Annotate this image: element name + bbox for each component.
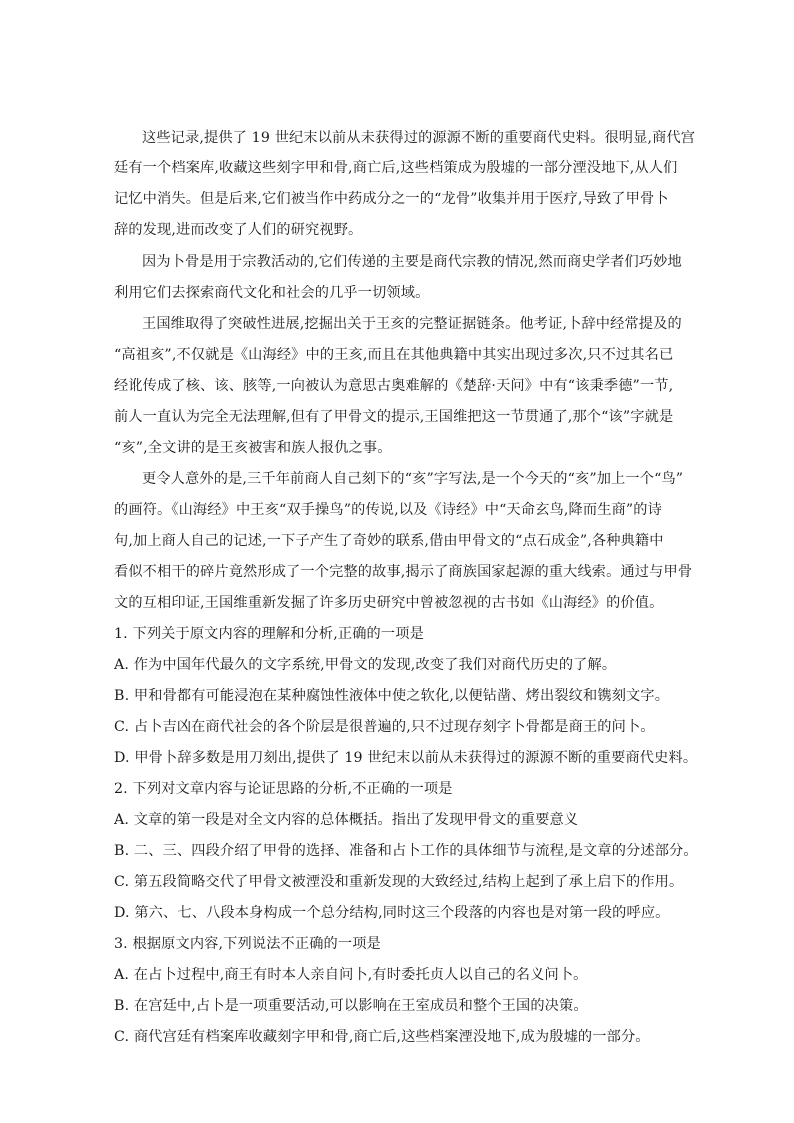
paragraph-3-line: “高祖亥”,不仅就是《山海经》中的王亥,而且在其他典籍中其实出现过多次,只不过其名已 xyxy=(114,347,674,363)
paragraph-1-line: 辞的发现,进而改变了人们的研究视野。 xyxy=(114,222,363,238)
paragraph-1-line: 廷有一个档案库,收藏这些刻字甲和骨,商亡后,这些档策成为殷墟的一部分湮没地下,从人们 xyxy=(114,160,678,176)
paragraph-3-line: 前人一直认为完全无法理解,但有了甲骨文的提示,王国维把这一节贯通了,那个“该”字就是 xyxy=(114,409,674,425)
paragraph-3-line: 王国维取得了突破性进展,挖掘出关于王亥的完整证据链条。他考证,卜辞中经常提及的 xyxy=(142,316,682,332)
paragraph-1-line: 记忆中消失。但是后来,它们被当作中药成分之一的“龙骨”收集并用于医疗,导致了甲骨卜 xyxy=(114,191,669,207)
paragraph-4-line: 的画符。《山海经》中王亥“双手操鸟”的传说,以及《诗经》中“天命玄鸟,降而生商”的诗 xyxy=(114,502,662,518)
question-2-stem: 2. 下列对文章内容与论证思路的分析,不正确的一项是 xyxy=(114,781,453,797)
paragraph-2-line: 利用它们去探索商代文化和社会的几乎一切领域。 xyxy=(114,285,430,301)
question-1-stem: 1. 下列关于原文内容的理解和分析,正确的一项是 xyxy=(114,626,424,642)
paragraph-3-line: 经讹传成了核、该、胲等,一向被认为意思古奥难解的《楚辞·天问》中有“该秉季德”一节, xyxy=(114,378,674,394)
question-3-option-c: C. 商代宫廷有档案库收藏刻字甲和骨,商亡后,这些档案湮没地下,成为殷墟的一部分。 xyxy=(114,1029,650,1045)
paragraph-4-line: 句,加上商人自己的记述,一下子产生了奇妙的联系,借由甲骨文的“点石成金”,各种典籍中 xyxy=(114,533,664,549)
paragraph-1-line: 这些记录,提供了 19 世纪末以前从未获得过的源源不断的重要商代史料。很明显,商代宫 xyxy=(142,130,696,146)
paragraph-3-line: “亥”,全文讲的是王亥被害和族人报仇之事。 xyxy=(114,440,392,456)
paragraph-2-line: 因为卜骨是用于宗教活动的,它们传递的主要是商代宗教的情况,然而商史学者们巧妙地 xyxy=(142,254,682,270)
question-3-option-b: B. 在宫廷中,占卜是一项重要活动,可以影响在王室成员和整个王国的决策。 xyxy=(114,998,588,1014)
question-1-option-a: A. 作为中国年代最久的文字系统,甲骨文的发现,改变了我们对商代历史的了解。 xyxy=(114,657,617,673)
question-1-option-d: D. 甲骨卜辞多数是用刀刻出,提供了 19 世纪末以前从未获得过的源源不断的重要商代史料。 xyxy=(114,750,698,766)
paragraph-4-line: 更令人意外的是,三千年前商人自己刻下的“亥”字写法,是一个今天的“亥”加上一个“鸟” xyxy=(142,471,684,487)
question-2-option-c: C. 第五段简略交代了甲骨文被湮没和重新发现的大致经过,结构上起到了承上启下的作用。 xyxy=(114,874,684,890)
question-2-option-a: A. 文章的第一段是对全文内容的总体概括。指出了发现甲骨文的重要意义 xyxy=(114,812,579,828)
question-2-option-b: B. 二、三、四段介绍了甲骨的选择、准备和占卜工作的具体细节与流程,是文章的分述部分。 xyxy=(114,843,698,859)
question-3-stem: 3. 根据原文内容,下列说法不正确的一项是 xyxy=(114,936,381,952)
question-1-option-c: C. 占卜吉凶在商代社会的各个阶层是很普遍的,只不过现存刻字卜骨都是商王的问卜。 xyxy=(114,719,655,735)
paragraph-4-line: 看似不相干的碎片竟然形成了一个完整的故事,揭示了商族国家起源的重大线索。通过与甲骨 xyxy=(114,564,693,580)
paragraph-4-line: 文的互相印证,王国维重新发掘了许多历史研究中曾被忽视的古书如《山海经》的价值。 xyxy=(114,595,664,611)
question-2-option-d: D. 第六、七、八段本身构成一个总分结构,同时这三个段落的内容也是对第一段的呼应。 xyxy=(114,905,670,921)
question-1-option-b: B. 甲和骨都有可能浸泡在某种腐蚀性液体中使之软化,以便钻凿、烤出裂纹和镌刻文字。 xyxy=(114,688,670,704)
question-3-option-a: A. 在占卜过程中,商王有时本人亲自问卜,有时委托贞人以自己的名义问卜。 xyxy=(114,967,588,983)
